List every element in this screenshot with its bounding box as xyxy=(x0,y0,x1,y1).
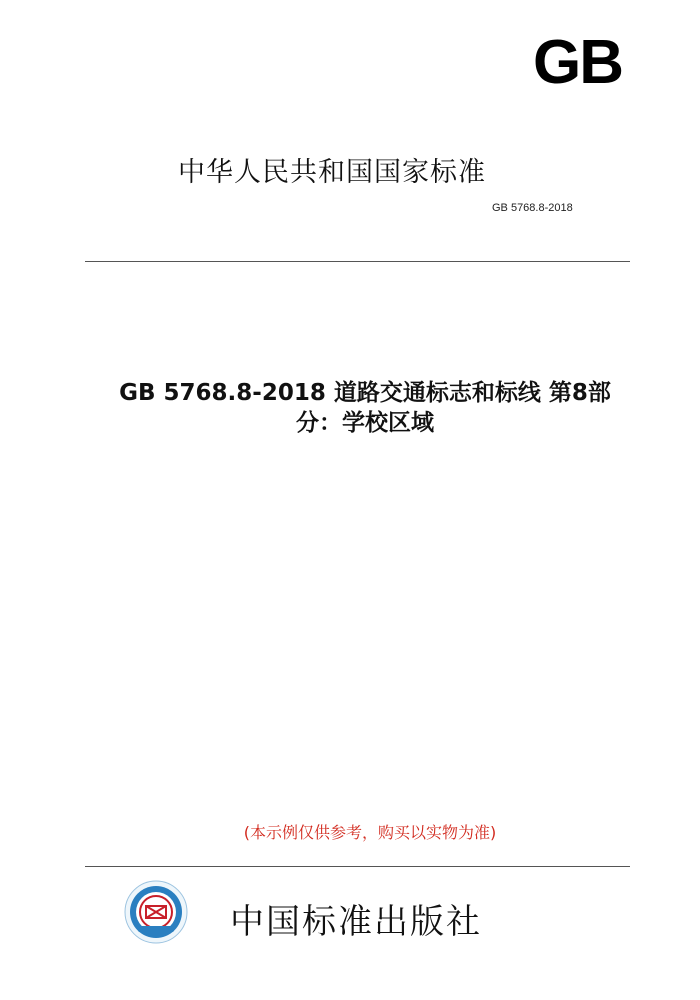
reference-notice xyxy=(0,820,700,843)
standard-number: GB 5768.8-2018 xyxy=(492,202,573,214)
publisher-name: 中国标准出版社 xyxy=(230,902,482,942)
publisher-seal-icon xyxy=(124,880,188,944)
gb-logo: GB xyxy=(533,28,622,97)
bottom-divider xyxy=(85,866,630,867)
document-title xyxy=(40,378,690,438)
document-title-line-2: 分：学校区域 xyxy=(296,410,434,436)
top-divider xyxy=(85,261,630,262)
reference-notice-text: (本示例仅供参考，购买以实物为准) xyxy=(243,823,497,842)
national-standard-title xyxy=(0,150,700,189)
national-standard-title-text: 中华人民共和国国家标准 xyxy=(178,157,486,188)
document-title-line-1: GB 5768.8-2018 道路交通标志和标线 第8部 xyxy=(119,380,611,406)
